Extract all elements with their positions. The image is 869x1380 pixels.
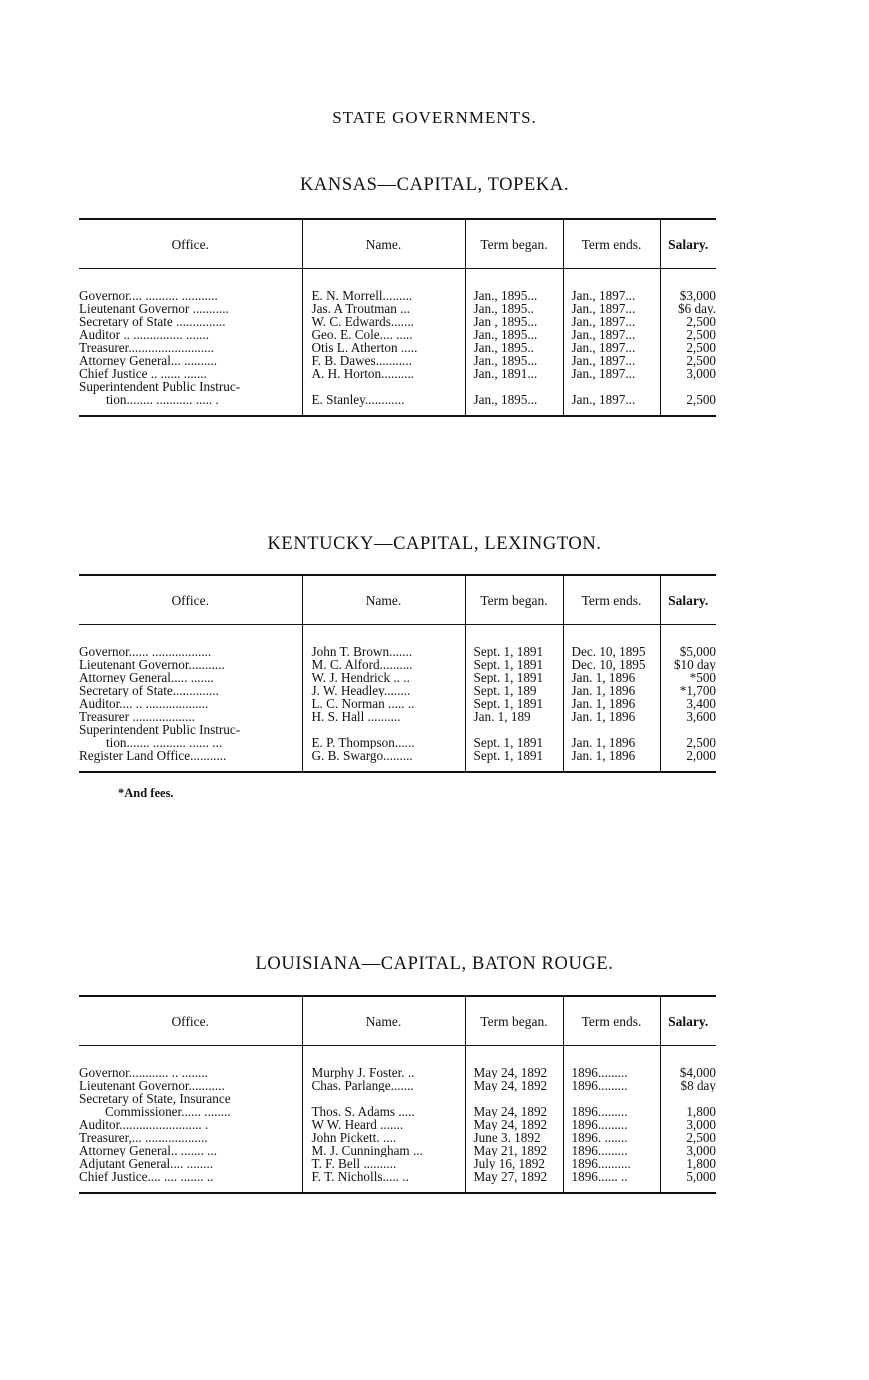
- term-ends-cell: Jan. 1, 1896: [563, 723, 660, 749]
- table-row: [79, 1170, 716, 1193]
- office-cell: [79, 658, 302, 671]
- office-cell: [79, 1046, 302, 1080]
- term-ends-cell: Jan. 1, 1896: [563, 697, 660, 710]
- name-cell: F. B. Dawes...........: [302, 354, 465, 367]
- salary-cell: 3,600: [660, 710, 716, 723]
- office-cell: [79, 269, 302, 303]
- col-name: Name.: [302, 996, 465, 1046]
- table-row: [79, 658, 716, 671]
- office-cell: [79, 1131, 302, 1144]
- term-ends-cell: 1896.........: [563, 1144, 660, 1157]
- name-cell: M. C. Alford..........: [302, 658, 465, 671]
- term-ends-cell: 1896.........: [563, 1092, 660, 1118]
- salary-cell: 2,500: [660, 1131, 716, 1144]
- kentucky-title: KENTUCKY—CAPITAL, LEXINGTON.: [267, 534, 602, 554]
- office-label: Lieutenant Governor ...........: [79, 302, 229, 315]
- term-began-cell: May 24, 1892: [465, 1046, 563, 1080]
- name-cell: Geo. E. Cole.... .....: [302, 328, 465, 341]
- term-began-cell: Jan., 1895...: [465, 380, 563, 416]
- salary-cell: *500: [660, 671, 716, 684]
- name-cell: L. C. Norman ..... ..: [302, 697, 465, 710]
- term-began-cell: Jan., 1895..: [465, 341, 563, 354]
- salary-cell: 2,500: [660, 380, 716, 416]
- name-cell: E. P. Thompson......: [302, 723, 465, 749]
- office-label: Treasurer ...................: [79, 710, 195, 723]
- office-cell: [79, 1079, 302, 1092]
- table-row: [79, 328, 716, 341]
- name-cell: A. H. Horton..........: [302, 367, 465, 380]
- office-cell: [79, 684, 302, 697]
- office-label: Treasurer,... ...................: [79, 1131, 208, 1144]
- term-began-cell: Sept. 1, 1891: [465, 658, 563, 671]
- office-label: Adjutant General.... ........: [79, 1157, 214, 1170]
- name-cell: E. Stanley............: [302, 380, 465, 416]
- term-began-cell: Jan., 1895...: [465, 354, 563, 367]
- office-cell: [79, 671, 302, 684]
- term-ends-cell: Dec. 10, 1895: [563, 625, 660, 659]
- office-cell: [79, 710, 302, 723]
- term-ends-cell: Jan., 1897...: [563, 354, 660, 367]
- table-row: [79, 302, 716, 315]
- table-row: [79, 1157, 716, 1170]
- office-label: Chief Justice .. ...... .......: [79, 367, 207, 380]
- term-ends-cell: 1896. .......: [563, 1131, 660, 1144]
- office-cell: [79, 341, 302, 354]
- table-row: [79, 625, 716, 659]
- term-began-cell: Sept. 1, 1891: [465, 671, 563, 684]
- office-cell: [79, 315, 302, 328]
- kansas-title: KANSAS—CAPITAL, TOPEKA.: [299, 175, 570, 195]
- term-began-cell: Jan., 1891...: [465, 367, 563, 380]
- name-cell: H. S. Hall ..........: [302, 710, 465, 723]
- salary-cell: $5,000: [660, 625, 716, 659]
- name-cell: Murphy J. Foster. ..: [302, 1046, 465, 1080]
- office-label: Secretary of State..............: [79, 684, 219, 697]
- term-began-cell: May 24, 1892: [465, 1092, 563, 1118]
- table-row: [79, 341, 716, 354]
- salary-cell: 3,000: [660, 367, 716, 380]
- office-cell: [79, 354, 302, 367]
- name-cell: Thos. S. Adams .....: [302, 1092, 465, 1118]
- office-label: Superintendent Public Instruc-: [79, 380, 241, 394]
- table-row: [79, 1118, 716, 1131]
- col-salary: Salary.: [660, 219, 716, 269]
- term-ends-cell: 1896.........: [563, 1079, 660, 1092]
- col-office: Office.: [171, 236, 210, 252]
- office-label-continued: tion........ ........... ..... .: [106, 392, 219, 407]
- table-row: [79, 671, 716, 684]
- name-cell: W. J. Hendrick .. ..: [302, 671, 465, 684]
- table-row: [79, 684, 716, 697]
- office-cell: [79, 697, 302, 710]
- office-cell: [79, 328, 302, 341]
- name-cell: M. J. Cunningham ...: [302, 1144, 465, 1157]
- kentucky-table: [79, 574, 716, 773]
- col-name: Name.: [302, 575, 465, 625]
- office-cell: [79, 1118, 302, 1131]
- table-row: [79, 1131, 716, 1144]
- office-label: Governor...... ..................: [79, 644, 212, 658]
- salary-cell: $3,000: [660, 269, 716, 303]
- salary-cell: $4,000: [660, 1046, 716, 1080]
- office-cell: [79, 302, 302, 315]
- term-ends-cell: Jan. 1, 1896: [563, 710, 660, 723]
- office-label: Register Land Office...........: [79, 749, 227, 763]
- table-row: [79, 354, 716, 367]
- term-began-cell: May 27, 1892: [465, 1170, 563, 1193]
- louisiana-table: [79, 995, 716, 1194]
- name-cell: J. W. Headley........: [302, 684, 465, 697]
- salary-cell: $10 day: [660, 658, 716, 671]
- name-cell: Chas. Parlange.......: [302, 1079, 465, 1092]
- office-label-continued: Commissioner...... ........: [105, 1104, 231, 1118]
- office-label: Treasurer..........................: [79, 341, 215, 354]
- term-ends-cell: 1896...... ..: [563, 1170, 660, 1193]
- salary-cell: 2,000: [660, 749, 716, 772]
- name-cell: John Pickett. ....: [302, 1131, 465, 1144]
- col-term-ends: Term ends.: [563, 575, 660, 625]
- name-cell: E. N. Morrell.........: [302, 269, 465, 303]
- salary-cell: 2,500: [660, 723, 716, 749]
- office-label: Secretary of State ...............: [79, 315, 226, 328]
- office-cell: [79, 380, 302, 416]
- term-began-cell: May 24, 1892: [465, 1118, 563, 1131]
- office-cell: [79, 1144, 302, 1157]
- office-label: Auditor .. ............... .......: [79, 328, 210, 341]
- office-label: Governor.... .......... ...........: [79, 288, 218, 302]
- col-office: Office.: [171, 1013, 210, 1029]
- table-row: [79, 269, 716, 303]
- name-cell: Jas. A Troutman ...: [302, 302, 465, 315]
- term-began-cell: Sept. 1, 1891: [465, 697, 563, 710]
- col-name: Name.: [302, 219, 465, 269]
- page-title: STATE GOVERNMENTS.: [332, 108, 537, 127]
- term-ends-cell: Jan. 1, 1896: [563, 671, 660, 684]
- office-label: Chief Justice.... .... ....... ..: [79, 1170, 214, 1184]
- salary-cell: 1,800: [660, 1157, 716, 1170]
- col-term-ends: Term ends.: [563, 996, 660, 1046]
- name-cell: T. F. Bell ..........: [302, 1157, 465, 1170]
- term-ends-cell: Dec. 10, 1895: [563, 658, 660, 671]
- table-row: [79, 697, 716, 710]
- office-label: Lieutenant Governor...........: [79, 658, 225, 671]
- table-row: [79, 1046, 716, 1080]
- table-row: [79, 1092, 716, 1118]
- term-began-cell: May 24, 1892: [465, 1079, 563, 1092]
- office-cell: [79, 625, 302, 659]
- term-ends-cell: Jan., 1897...: [563, 367, 660, 380]
- louisiana-title: LOUISIANA—CAPITAL, BATON ROUGE.: [255, 954, 614, 974]
- name-cell: W W. Heard .......: [302, 1118, 465, 1131]
- salary-cell: 2,500: [660, 315, 716, 328]
- office-label: Secretary of State, Insurance: [79, 1092, 231, 1106]
- office-label-continued: tion....... .......... ...... ...: [106, 735, 223, 749]
- salary-cell: 5,000: [660, 1170, 716, 1193]
- term-ends-cell: 1896.........: [563, 1118, 660, 1131]
- term-ends-cell: Jan., 1897...: [563, 315, 660, 328]
- office-cell: [79, 367, 302, 380]
- footnote: *And fees.: [118, 786, 174, 800]
- col-salary: Salary.: [660, 996, 716, 1046]
- kansas-table: [79, 218, 716, 417]
- salary-cell: *1,700: [660, 684, 716, 697]
- term-began-cell: July 16, 1892: [465, 1157, 563, 1170]
- salary-cell: 3,000: [660, 1118, 716, 1131]
- salary-cell: $8 day: [660, 1079, 716, 1092]
- table-row: [79, 723, 716, 749]
- term-ends-cell: Jan., 1897...: [563, 328, 660, 341]
- office-label: Auditor.... .. ...................: [79, 697, 209, 710]
- office-label: Governor............ .. ........: [79, 1065, 208, 1079]
- office-cell: [79, 723, 302, 749]
- term-began-cell: Sept. 1, 1891: [465, 625, 563, 659]
- term-began-cell: Jan , 1895...: [465, 315, 563, 328]
- name-cell: Otis L. Atherton .....: [302, 341, 465, 354]
- term-began-cell: May 21, 1892: [465, 1144, 563, 1157]
- term-ends-cell: Jan., 1897...: [563, 269, 660, 303]
- table-row: [79, 380, 716, 416]
- name-cell: John T. Brown.......: [302, 625, 465, 659]
- term-ends-cell: 1896.........: [563, 1046, 660, 1080]
- office-label: Attorney General... ..........: [79, 354, 218, 367]
- term-began-cell: Sept. 1, 1891: [465, 749, 563, 772]
- table-row: [79, 710, 716, 723]
- term-began-cell: Sept. 1, 189: [465, 684, 563, 697]
- salary-cell: 2,500: [660, 341, 716, 354]
- col-term-ends: Term ends.: [563, 219, 660, 269]
- salary-cell: 3,000: [660, 1144, 716, 1157]
- term-began-cell: Jan., 1895..: [465, 302, 563, 315]
- office-label: Attorney General..... .......: [79, 671, 214, 684]
- office-cell: [79, 1157, 302, 1170]
- term-began-cell: Jan. 1, 189: [465, 710, 563, 723]
- office-label: Auditor......................... .: [79, 1118, 209, 1131]
- office-cell: [79, 749, 302, 772]
- name-cell: W. C. Edwards.......: [302, 315, 465, 328]
- term-ends-cell: Jan., 1897...: [563, 302, 660, 315]
- table-row: [79, 1079, 716, 1092]
- col-term-began: Term began.: [465, 575, 563, 625]
- term-ends-cell: Jan., 1897...: [563, 380, 660, 416]
- term-ends-cell: Jan. 1, 1896: [563, 749, 660, 772]
- table-row: [79, 749, 716, 772]
- name-cell: F. T. Nicholls..... ..: [302, 1170, 465, 1193]
- name-cell: G. B. Swargo.........: [302, 749, 465, 772]
- office-label: Lieutenant Governor...........: [79, 1079, 225, 1092]
- term-began-cell: June 3. 1892: [465, 1131, 563, 1144]
- term-ends-cell: Jan., 1897...: [563, 341, 660, 354]
- term-ends-cell: 1896..........: [563, 1157, 660, 1170]
- salary-cell: 1,800: [660, 1092, 716, 1118]
- col-term-began: Term began.: [465, 219, 563, 269]
- col-salary: Salary.: [660, 575, 716, 625]
- office-label: Superintendent Public Instruc-: [79, 723, 241, 737]
- salary-cell: 2,500: [660, 354, 716, 367]
- table-row: [79, 315, 716, 328]
- office-cell: [79, 1170, 302, 1193]
- col-office: Office.: [171, 592, 210, 608]
- col-term-began: Term began.: [465, 996, 563, 1046]
- office-cell: [79, 1092, 302, 1118]
- salary-cell: 2,500: [660, 328, 716, 341]
- table-row: [79, 367, 716, 380]
- term-began-cell: Jan., 1895...: [465, 328, 563, 341]
- table-row: [79, 1144, 716, 1157]
- office-label: Attorney General.. ....... ...: [79, 1144, 218, 1157]
- term-began-cell: Sept. 1, 1891: [465, 723, 563, 749]
- salary-cell: $6 day.: [660, 302, 716, 315]
- term-began-cell: Jan., 1895...: [465, 269, 563, 303]
- salary-cell: 3,400: [660, 697, 716, 710]
- term-ends-cell: Jan. 1, 1896: [563, 684, 660, 697]
